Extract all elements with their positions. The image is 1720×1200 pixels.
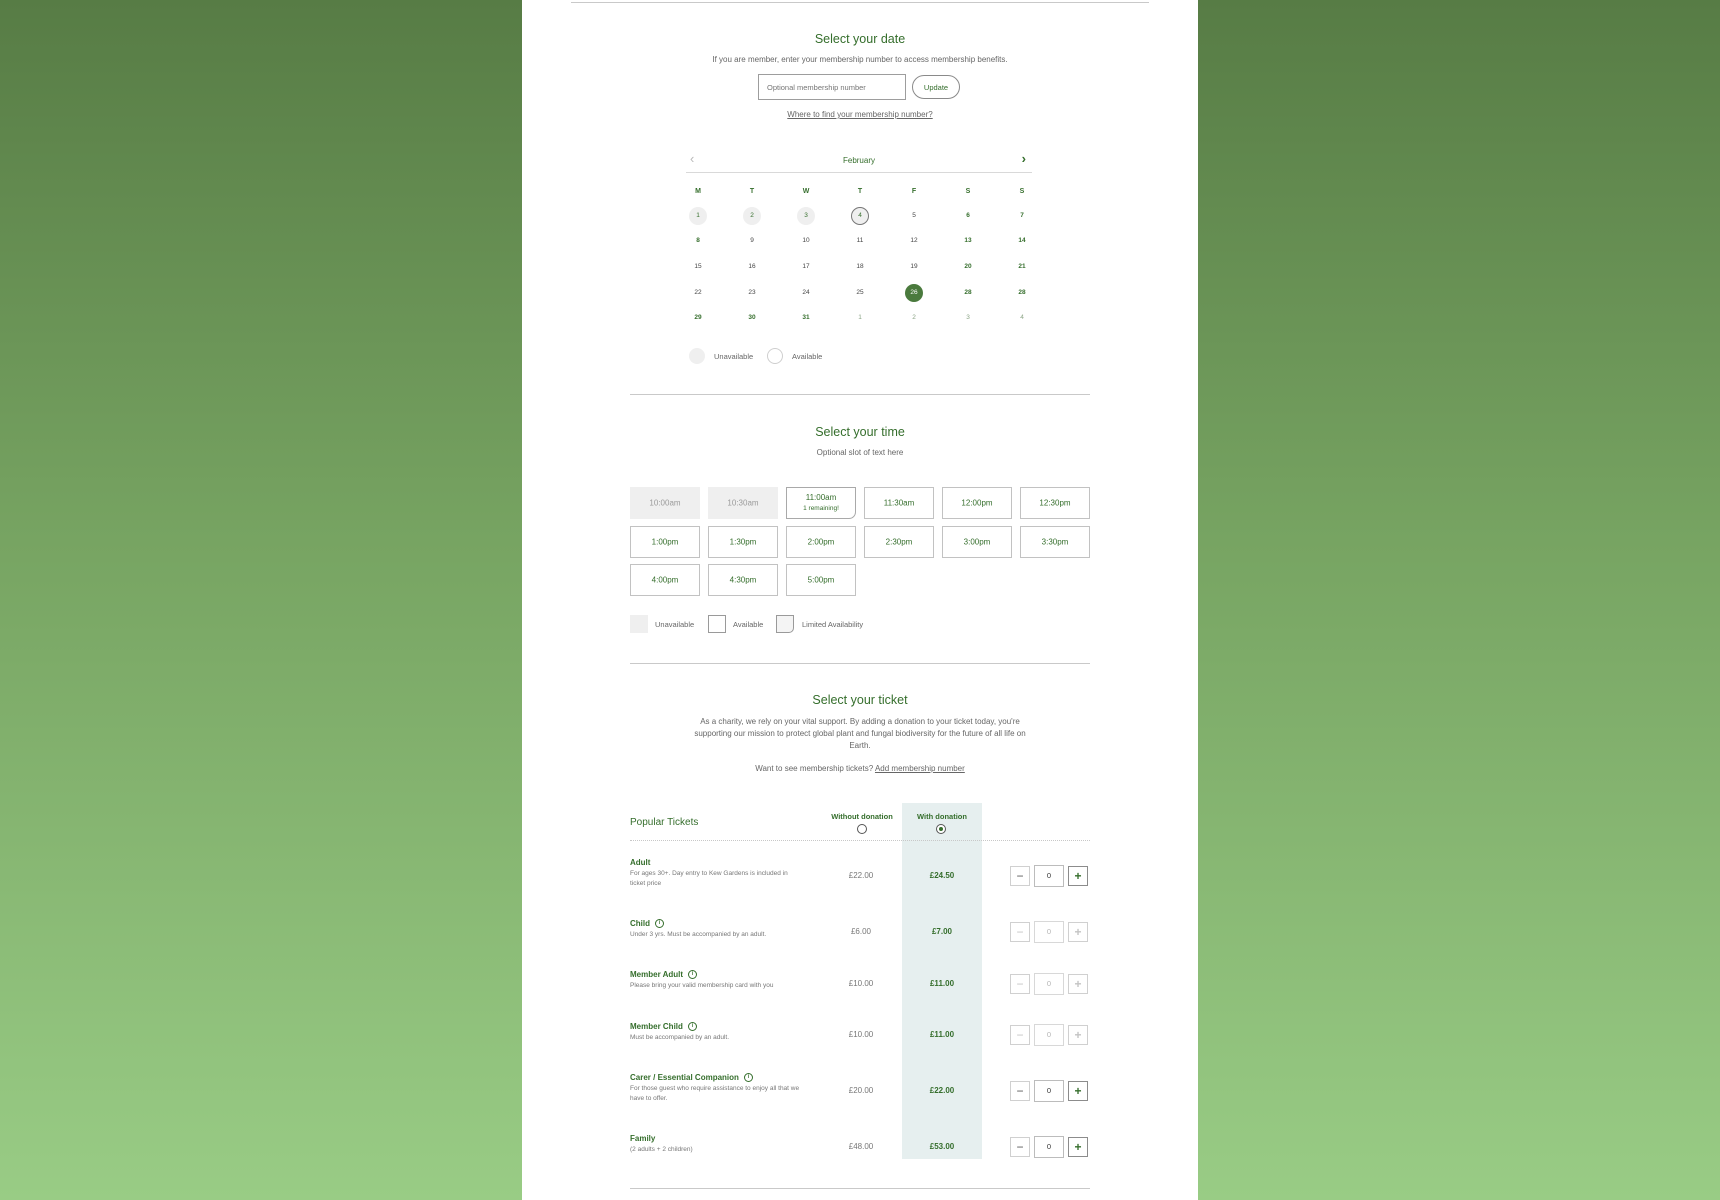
membership-number-input[interactable] bbox=[758, 74, 906, 100]
time-slot-content bbox=[787, 575, 855, 586]
time-slot-available[interactable] bbox=[708, 564, 778, 596]
price-with-donation: £24.50 bbox=[929, 871, 955, 880]
info-icon[interactable]: i bbox=[688, 1022, 697, 1031]
time-slot-label: 3:00pm bbox=[963, 537, 991, 546]
calendar-legend-available: Available bbox=[792, 352, 823, 361]
slot-legend-unavailable: Unavailable bbox=[655, 620, 695, 629]
date-section-title: Select your date bbox=[814, 32, 906, 46]
ticket-description: Must be accompanied by an adult. bbox=[630, 1034, 730, 1041]
time-slot-available[interactable] bbox=[786, 564, 856, 596]
time-slot-label: 10:00am bbox=[649, 498, 681, 508]
time-slot-content bbox=[709, 498, 777, 509]
time-divider bbox=[630, 663, 1090, 664]
weekday-label: W bbox=[802, 188, 810, 195]
calendar-day[interactable]: 9 bbox=[750, 237, 754, 244]
calendar-day-unavailable: 3 bbox=[797, 207, 815, 225]
time-slot-label: 12:30pm bbox=[1039, 498, 1071, 508]
time-slot-label: 1:00pm bbox=[651, 537, 679, 546]
calendar-day-other-month[interactable]: 4 bbox=[1020, 314, 1024, 321]
decrease-quantity-icon[interactable]: − bbox=[1010, 1137, 1030, 1157]
increase-quantity-icon[interactable]: + bbox=[1068, 922, 1088, 942]
calendar-day[interactable]: 30 bbox=[748, 314, 756, 321]
increase-quantity-icon[interactable]: + bbox=[1068, 1081, 1088, 1101]
calendar-day[interactable]: 22 bbox=[694, 289, 702, 296]
ticket-name: Family bbox=[630, 1134, 656, 1143]
decrease-quantity-icon[interactable]: − bbox=[1010, 922, 1030, 942]
radio-selected-dot bbox=[939, 827, 943, 831]
calendar-day[interactable]: 8 bbox=[696, 237, 700, 244]
price-with-donation: £7.00 bbox=[931, 927, 953, 936]
time-slot-label: 12:00pm bbox=[961, 498, 993, 508]
increase-quantity-icon[interactable]: + bbox=[1068, 1137, 1088, 1157]
ticket-divider bbox=[630, 1188, 1090, 1189]
time-slot-label: 11:30am bbox=[883, 498, 915, 508]
time-slot-content bbox=[709, 575, 777, 586]
calendar-header bbox=[686, 150, 1032, 173]
ticket-name-row bbox=[630, 1022, 697, 1031]
decrease-quantity-icon[interactable]: − bbox=[1010, 974, 1030, 994]
popular-tickets-label: Popular Tickets bbox=[630, 817, 699, 828]
ticket-name-row bbox=[630, 1073, 753, 1082]
time-slot-available[interactable] bbox=[630, 564, 700, 596]
weekday-label: T bbox=[857, 188, 863, 195]
increase-quantity-icon[interactable]: + bbox=[1068, 974, 1088, 994]
quantity-input[interactable]: 0 bbox=[1034, 1024, 1064, 1046]
slot-legend-limited: Limited Availability bbox=[802, 620, 864, 629]
weekday-label: M bbox=[695, 188, 701, 195]
time-slot-available[interactable] bbox=[864, 487, 934, 519]
calendar-legend-unavailable: Unavailable bbox=[714, 352, 754, 361]
time-slot-label: 4:00pm bbox=[651, 575, 679, 585]
time-slot-label: 5:00pm bbox=[807, 575, 835, 585]
time-slot-available[interactable] bbox=[630, 526, 700, 558]
time-slot-available[interactable] bbox=[942, 526, 1012, 558]
time-slot-label: 10:30am bbox=[727, 498, 759, 508]
ticket-description: Please bring your valid membership card with you bbox=[630, 982, 774, 989]
membership-prompt-row bbox=[522, 764, 1198, 773]
ticket-description: (2 adults + 2 children) bbox=[630, 1146, 693, 1153]
time-slot-available[interactable] bbox=[786, 526, 856, 558]
info-icon[interactable]: i bbox=[744, 1073, 753, 1082]
quantity-input[interactable]: 0 bbox=[1034, 973, 1064, 995]
membership-prompt: Want to see membership tickets? bbox=[755, 764, 874, 773]
unavailable-legend-icon bbox=[689, 348, 705, 364]
price-without-donation: £10.00 bbox=[848, 1030, 874, 1039]
quantity-input[interactable]: 0 bbox=[1034, 865, 1064, 887]
ticket-name: Carer / Essential Companion bbox=[630, 1073, 739, 1082]
find-membership-link-text[interactable]: Where to find your membership number? bbox=[787, 110, 933, 119]
ticket-name-row bbox=[630, 858, 650, 867]
price-with-donation: £53.00 bbox=[929, 1142, 955, 1151]
info-icon[interactable]: i bbox=[688, 970, 697, 979]
time-slot-content bbox=[631, 575, 699, 586]
calendar-day[interactable]: 28 bbox=[964, 289, 972, 296]
calendar-day-other-month[interactable]: 3 bbox=[966, 314, 970, 321]
month-label: February bbox=[842, 156, 875, 165]
slot-limited-legend-icon bbox=[776, 615, 794, 633]
ticket-name: Adult bbox=[630, 858, 651, 867]
increase-quantity-icon[interactable]: + bbox=[1068, 866, 1088, 886]
quantity-input[interactable]: 0 bbox=[1034, 921, 1064, 943]
calendar-day-other-month[interactable]: 1 bbox=[858, 314, 862, 321]
ticket-section-title: Select your ticket bbox=[812, 693, 908, 707]
price-without-donation: £20.00 bbox=[848, 1086, 874, 1095]
date-section-subtitle: If you are member, enter your membership number to access membership benefits. bbox=[712, 55, 1008, 64]
calendar-day[interactable]: 18 bbox=[856, 263, 864, 270]
calendar-day[interactable]: 31 bbox=[802, 314, 810, 321]
calendar-day[interactable]: 11 bbox=[856, 237, 864, 244]
time-section-subtitle: Optional slot of text here bbox=[816, 448, 904, 457]
ticket-name: Member Child bbox=[630, 1022, 683, 1031]
quantity-input[interactable]: 0 bbox=[1034, 1080, 1064, 1102]
quantity-input[interactable]: 0 bbox=[1034, 1136, 1064, 1158]
decrease-quantity-icon[interactable]: − bbox=[1010, 1025, 1030, 1045]
time-slot-content bbox=[1021, 498, 1089, 509]
time-slot-unavailable bbox=[708, 487, 778, 519]
time-slot-available[interactable] bbox=[864, 526, 934, 558]
weekday-label: F bbox=[911, 188, 917, 195]
time-slot-available[interactable] bbox=[942, 487, 1012, 519]
decrease-quantity-icon[interactable]: − bbox=[1010, 1081, 1030, 1101]
time-slot-content bbox=[631, 498, 699, 509]
time-slot-available[interactable] bbox=[1020, 487, 1090, 519]
price-with-donation: £11.00 bbox=[929, 1030, 955, 1039]
time-slot-unavailable bbox=[630, 487, 700, 519]
time-slot-content bbox=[943, 536, 1011, 547]
prev-month-icon[interactable]: ‹ bbox=[690, 151, 695, 166]
calendar-day[interactable]: 28 bbox=[1018, 289, 1026, 296]
decrease-quantity-icon[interactable]: − bbox=[1010, 866, 1030, 886]
weekday-label: S bbox=[1019, 188, 1025, 195]
calendar-day[interactable]: 29 bbox=[694, 314, 702, 321]
without-donation-radio[interactable] bbox=[857, 824, 867, 834]
calendar-day[interactable]: 16 bbox=[748, 263, 756, 270]
calendar-day[interactable]: 5 bbox=[912, 212, 916, 219]
ticket-name-row bbox=[630, 919, 664, 928]
ticket-description: For ages 30+. Day entry to Kew Gardens is included in ticket price bbox=[630, 870, 788, 887]
next-month-icon[interactable]: › bbox=[1021, 151, 1026, 166]
price-without-donation: £22.00 bbox=[848, 871, 874, 880]
calendar-day-other-month[interactable]: 2 bbox=[912, 314, 916, 321]
calendar-day[interactable]: 23 bbox=[748, 289, 756, 296]
time-slot-content bbox=[865, 536, 933, 547]
price-without-donation: £48.00 bbox=[848, 1142, 874, 1151]
time-slot-available[interactable] bbox=[1020, 526, 1090, 558]
calendar-day[interactable]: 19 bbox=[910, 263, 918, 270]
time-slot-label: 4:30pm bbox=[729, 575, 757, 585]
ticket-header-divider bbox=[630, 840, 1090, 841]
calendar-day[interactable]: 10 bbox=[802, 237, 810, 244]
calendar-day[interactable]: 15 bbox=[694, 263, 702, 270]
time-section-title: Select your time bbox=[815, 425, 905, 439]
time-slot-remaining-note: 1 remaining! bbox=[803, 505, 839, 512]
slot-available-legend-icon bbox=[708, 615, 726, 633]
time-slot-content bbox=[787, 492, 855, 514]
calendar-day[interactable]: 24 bbox=[802, 289, 810, 296]
time-slot-content bbox=[787, 536, 855, 547]
time-slot-available[interactable] bbox=[708, 526, 778, 558]
time-slot-label: 3:30pm bbox=[1041, 537, 1069, 546]
price-with-donation: £22.00 bbox=[929, 1086, 955, 1095]
calendar-day[interactable]: 17 bbox=[802, 263, 810, 270]
time-slot-label: 1:30pm bbox=[729, 537, 757, 546]
ticket-name-row bbox=[630, 1134, 655, 1143]
price-without-donation: £6.00 bbox=[850, 927, 872, 936]
with-donation-label: With donation bbox=[917, 812, 967, 821]
calendar-day-unavailable: 1 bbox=[689, 207, 707, 225]
ticket-name-row bbox=[630, 970, 697, 979]
calendar-day[interactable]: 14 bbox=[1018, 237, 1026, 244]
ticket-description: As a charity, we rely on your vital support. By adding a donation to your ticket today, you're supporting our mission to protect global plant and fungal biodiversity for the future of all life on Earth. bbox=[694, 717, 1026, 750]
add-membership-link[interactable]: Add membership number bbox=[874, 764, 965, 773]
calendar-day-today[interactable]: 4 bbox=[851, 207, 869, 225]
date-divider bbox=[630, 394, 1090, 395]
calendar-day-selected[interactable]: 26 bbox=[905, 284, 923, 302]
time-slot-content bbox=[709, 536, 777, 547]
time-slot-content bbox=[943, 498, 1011, 509]
time-slot-content bbox=[631, 536, 699, 547]
info-icon[interactable]: i bbox=[655, 919, 664, 928]
weekday-label: S bbox=[965, 188, 971, 195]
ticket-name: Child bbox=[630, 919, 650, 928]
time-slot-limited[interactable] bbox=[786, 487, 856, 519]
available-legend-icon bbox=[767, 348, 783, 364]
calendar-day[interactable]: 25 bbox=[856, 289, 864, 296]
time-slot-content bbox=[865, 498, 933, 509]
calendar-day[interactable]: 6 bbox=[966, 212, 970, 219]
top-divider bbox=[571, 2, 1149, 3]
slot-unavailable-legend-icon bbox=[630, 615, 648, 633]
ticket-description: Under 3 yrs. Must be accompanied by an adult. bbox=[630, 931, 767, 938]
increase-quantity-icon[interactable]: + bbox=[1068, 1025, 1088, 1045]
update-button[interactable]: Update bbox=[912, 75, 960, 99]
calendar-day[interactable]: 21 bbox=[1018, 263, 1026, 270]
ticket-name: Member Adult bbox=[630, 970, 684, 979]
ticket-description: For those guest who require assistance to enjoy all that we have to offer. bbox=[630, 1085, 800, 1102]
without-donation-label: Without donation bbox=[831, 812, 893, 821]
price-without-donation: £10.00 bbox=[848, 979, 874, 988]
time-slot-content bbox=[1021, 536, 1089, 547]
time-slot-label: 2:00pm bbox=[807, 537, 835, 546]
find-membership-link[interactable] bbox=[522, 110, 1198, 119]
slot-legend-available: Available bbox=[733, 620, 764, 629]
calendar-day-unavailable: 2 bbox=[743, 207, 761, 225]
calendar-day[interactable]: 12 bbox=[910, 237, 918, 244]
weekday-label: T bbox=[749, 188, 755, 195]
calendar-day[interactable]: 13 bbox=[964, 237, 972, 244]
price-with-donation: £11.00 bbox=[929, 979, 955, 988]
calendar-day[interactable]: 7 bbox=[1020, 212, 1024, 219]
time-slot-label: 2:30pm bbox=[885, 537, 913, 546]
time-slot-label: 11:00am bbox=[805, 493, 837, 502]
booking-panel bbox=[522, 0, 1198, 1200]
with-donation-radio[interactable] bbox=[936, 824, 946, 834]
calendar-day[interactable]: 20 bbox=[964, 263, 972, 270]
